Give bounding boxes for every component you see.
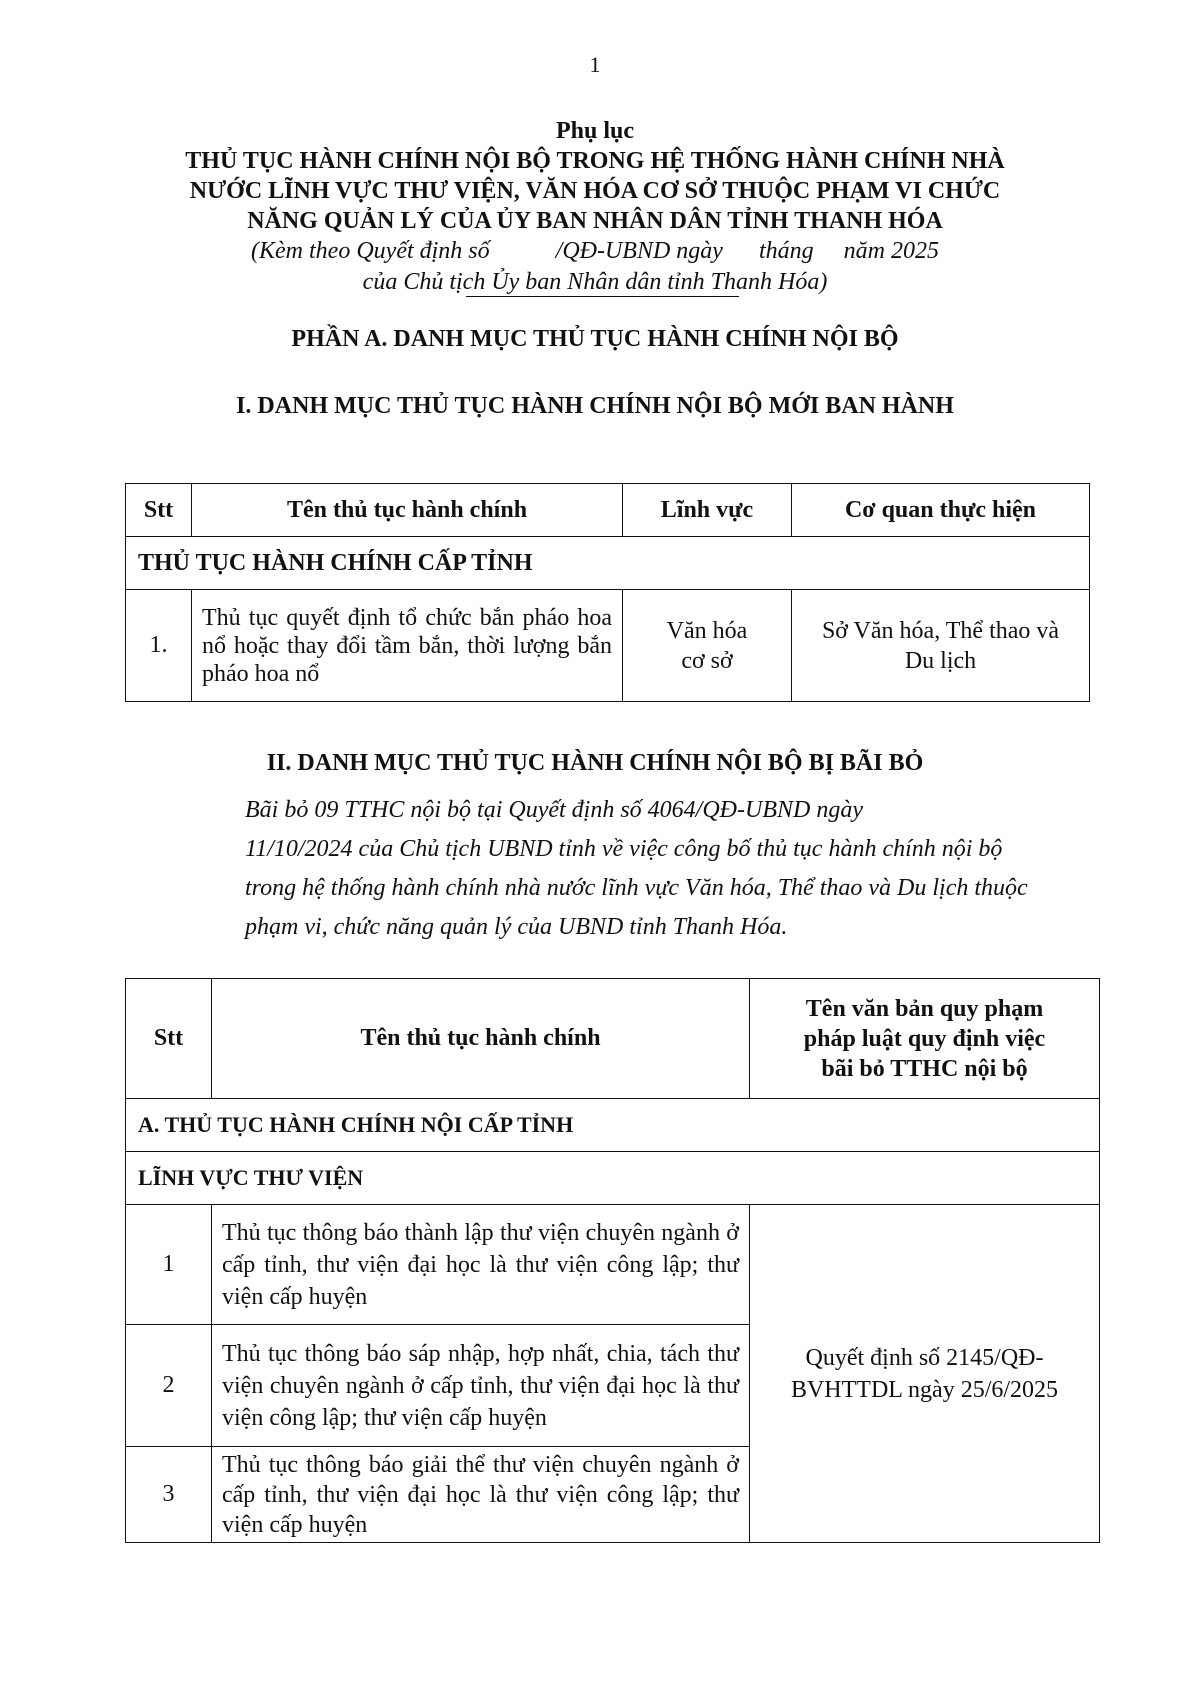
repeal-paragraph-line-1: Bãi bỏ 09 TTHC nội bộ tại Quyết định số 4064/QĐ-UBND ngày [245, 797, 863, 823]
appendix-header [100, 116, 1090, 298]
row-procedure-name: Thủ tục thông báo sáp nhập, hợp nhất, chia, tách thư viện chuyên ngành ở cấp tỉnh, thư viện đại học là thư viện công lập; thư viện cấp huyện [212, 1325, 750, 1447]
row-stt: 1 [126, 1205, 212, 1325]
table-header-row [126, 484, 1090, 537]
header-field: Lĩnh vực [623, 484, 792, 537]
group-row [126, 537, 1090, 590]
header-procedure-name: Tên thủ tục hành chính [212, 979, 750, 1099]
appendix-label: Phụ lục [555, 118, 635, 144]
repealed-procedures-table [125, 978, 1100, 1543]
appendix-title-line-3: NĂNG QUẢN LÝ CỦA ỦY BAN NHÂN DÂN TỈNH THANH HÓA [247, 208, 943, 234]
group-row [126, 1099, 1100, 1152]
header-agency: Cơ quan thực hiện [792, 484, 1090, 537]
subgroup-library: LĨNH VỰC THƯ VIỆN [126, 1152, 1100, 1205]
repeal-paragraph-line-4: phạm vi, chức năng quản lý của UBND tỉnh Thanh Hóa. [245, 914, 788, 940]
subgroup-row [126, 1152, 1100, 1205]
attached-decision-line: (Kèm theo Quyết định số /QĐ-UBND ngày tháng năm 2025 [251, 238, 939, 264]
row-stt: 2 [126, 1325, 212, 1447]
part-a-title: PHẦN A. DANH MỤC THỦ TỤC HÀNH CHÍNH NỘI BỘ [291, 326, 899, 352]
table-header-row [126, 979, 1100, 1099]
group-provincial: A. THỦ TỤC HÀNH CHÍNH NỘI CẤP TỈNH [126, 1099, 1100, 1152]
header-procedure-name: Tên thủ tục hành chính [192, 484, 623, 537]
appendix-title-line-2: NƯỚC LĨNH VỰC THƯ VIỆN, VĂN HÓA CƠ SỞ THUỘC PHẠM VI CHỨC [189, 178, 1001, 204]
legal-document-cell: Quyết định số 2145/QĐ-BVHTTDL ngày 25/6/2025 [750, 1205, 1100, 1543]
new-procedures-table [125, 483, 1090, 702]
page-number: 1 [589, 52, 601, 77]
table-row [126, 1205, 1100, 1325]
table-row [126, 590, 1090, 702]
row-procedure-name: Thủ tục quyết định tổ chức bắn pháo hoa nổ hoặc thay đổi tầm bắn, thời lượng bắn pháo hoa nổ [192, 590, 623, 702]
header-legal-document: Tên văn bản quy phạm pháp luật quy định việc bãi bỏ TTHC nội bộ [750, 979, 1100, 1099]
row-agency: Sở Văn hóa, Thể thao và Du lịch [792, 590, 1090, 702]
row-stt: 1. [126, 590, 192, 702]
row-field: Văn hóa cơ sở [623, 590, 792, 702]
header-stt: Stt [126, 484, 192, 537]
row-stt: 3 [126, 1447, 212, 1543]
header-stt: Stt [126, 979, 212, 1099]
repeal-paragraph-line-3: trong hệ thống hành chính nhà nước lĩnh vực Văn hóa, Thể thao và Du lịch thuộc [245, 875, 1028, 901]
group-provincial: THỦ TỤC HÀNH CHÍNH CẤP TỈNH [126, 537, 1090, 590]
appendix-title-line-1: THỦ TỤC HÀNH CHÍNH NỘI BỘ TRONG HỆ THỐNG HÀNH CHÍNH NHÀ [185, 148, 1005, 174]
row-procedure-name: Thủ tục thông báo giải thể thư viện chuyên ngành ở cấp tỉnh, thư viện đại học là thư viện công lập; thư viện cấp huyện [212, 1447, 750, 1543]
repeal-paragraph-line-2: 11/10/2024 của Chủ tịch UBND tỉnh về việc công bố thủ tục hành chính nội bộ [245, 836, 1003, 862]
signer-line: của Chủ tịch Ủy ban Nhân dân tỉnh Thanh Hóa) [363, 267, 828, 298]
section-1-title: I. DANH MỤC THỦ TỤC HÀNH CHÍNH NỘI BỘ MỚI BAN HÀNH [236, 393, 954, 419]
repeal-paragraph [170, 791, 1090, 947]
row-procedure-name: Thủ tục thông báo thành lập thư viện chuyên ngành ở cấp tỉnh, thư viện đại học là thư viện công lập; thư viện cấp huyện [212, 1205, 750, 1325]
section-2-title: II. DANH MỤC THỦ TỤC HÀNH CHÍNH NỘI BỘ BỊ BÃI BỎ [266, 750, 924, 776]
